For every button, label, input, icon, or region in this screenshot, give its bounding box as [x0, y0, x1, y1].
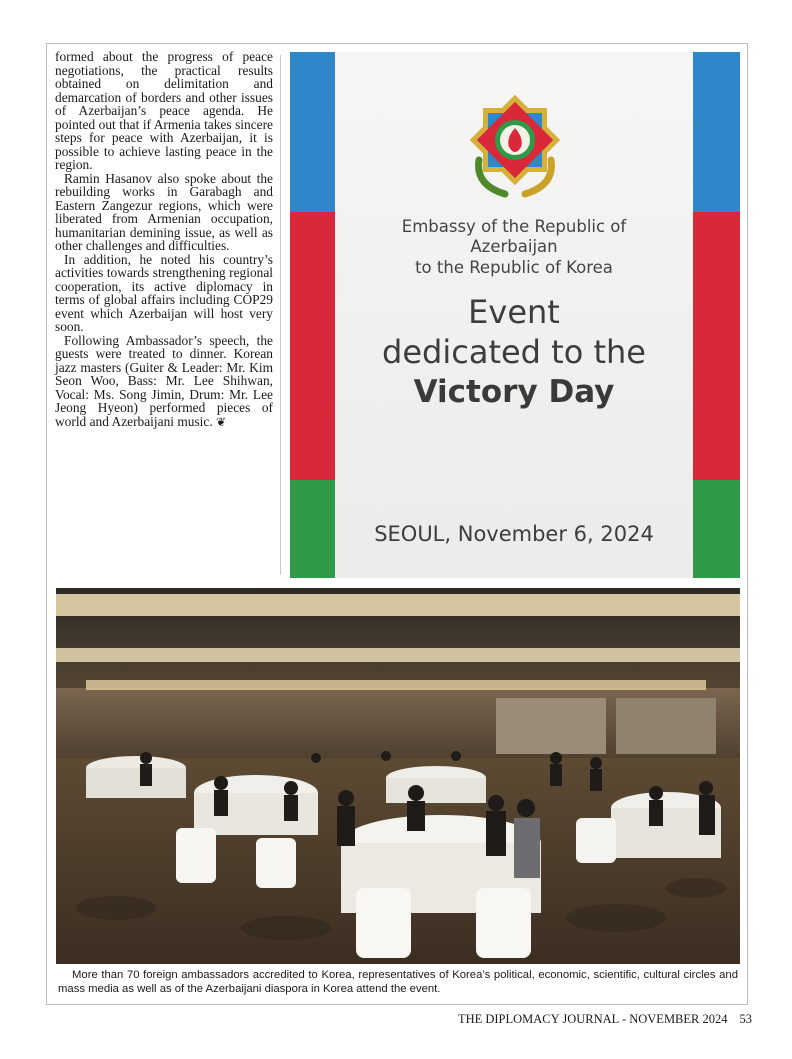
banquet-hall-illustration: [56, 588, 740, 964]
article-paragraph-4-text: Following Ambassador’s speech, the guests were treated to dinner. Korean jazz masters (Guiter & Leader: Mr. Kim Seon Woo, Bass: Mr. Lee Shihwan, Vocal: Ms. Song Jimin, Drum: Mr. Lee Jeong Hyeon) performed pieces of world and Azerbaijani music.: [55, 332, 273, 429]
article-paragraph-3: In addition, he noted his country’s activities towards strengthening regional cooperation, its active diplomacy in terms of global affairs including COP29 event which Azerbaijan will host very soon.: [55, 251, 273, 334]
azerbaijan-flag-right: [693, 52, 740, 578]
article-column: [55, 50, 273, 580]
page-number: 53: [739, 1012, 752, 1026]
banquet-hall-photo: [56, 588, 740, 964]
banner-photo: [290, 52, 740, 578]
end-mark-icon: ❦: [216, 414, 227, 429]
event-title-line-3: Victory Day: [413, 374, 615, 410]
embassy-line-1: Embassy of the Republic of: [401, 217, 627, 236]
article-paragraph-4: [55, 334, 273, 430]
banner-panel: [335, 52, 693, 578]
event-title-line-1: Event: [468, 293, 560, 331]
azerbaijan-flag-left: [290, 52, 337, 578]
article-paragraph-1: formed about the progress of peace negotiations, the practical results obtained on delimitation and demarcation of borders and other issues of Azerbaijan’s peace agenda. He pointed out that if Armenia takes sincere steps for peace with Azerbaijan, it is possible to achieve lasting peace in the region.: [55, 49, 273, 172]
article-paragraph-2: Ramin Hasanov also spoke about the rebuilding works in Garabagh and Eastern Zangezur regions, which were liberated from Armenian occupation, humanitarian demining issue, as well as other challenges and difficulties.: [55, 170, 273, 253]
event-title-line-2: dedicated to the: [382, 333, 646, 371]
page-footer: [422, 1012, 752, 1027]
embassy-line-3: to the Republic of Korea: [415, 258, 613, 277]
embassy-line-2: Azerbaijan: [470, 237, 558, 256]
journal-name: THE DIPLOMACY JOURNAL - NOVEMBER 2024: [457, 1012, 728, 1026]
azerbaijan-emblem-icon: [465, 90, 565, 198]
event-date: SEOUL, November 6, 2024: [374, 522, 654, 546]
photo-caption: More than 70 foreign ambassadors accredited to Korea, representatives of Korea’s political, economic, scientific, cultural circles and mass media as well as of the Azerbaijani diaspora in Korea attend the event.: [58, 969, 738, 995]
column-divider: [280, 55, 281, 575]
